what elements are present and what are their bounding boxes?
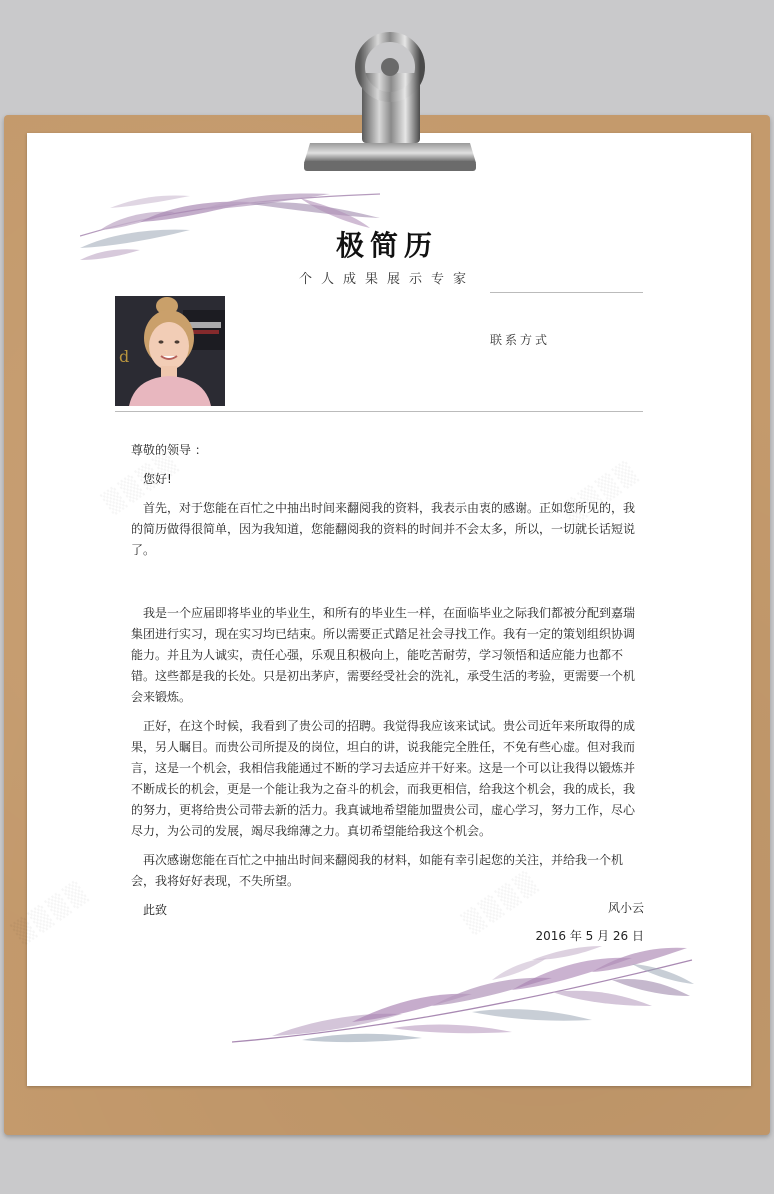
contact-heading: 联系方式 [490, 333, 551, 347]
letter-hello: 您好! [143, 472, 172, 486]
letter-closing: 此致 [143, 903, 168, 917]
resume-subtitle: 个人成果展示专家 [298, 272, 475, 287]
divider [490, 292, 643, 293]
svg-text:d: d [119, 347, 130, 366]
letter-paragraph: 我是一个应届即将毕业的毕业生，和所有的毕业生一样，在面临毕业之际我们都被分配到嘉瑞集团进行实习，现在实习均已结束。所以需要正式踏足社会寻找工作。我有一定的策划组织协调能力。并且为人诚实，责任心强，乐观且积极向上，能吃苦耐劳，学习领悟和适应能力也都不错。这些都是我的长处。只是初出茅庐，需要经受社会的洗礼，承受生活的考验，更需要一个机会来锻炼。 [131, 606, 636, 704]
profile-photo [115, 296, 225, 406]
resume-title: 极简历 [335, 229, 438, 262]
letter-date: 2016 年 5 月 26 日 [535, 929, 644, 943]
letter-paragraph: 再次感谢您能在百忙之中抽出时间来翻阅我的材料，如能有幸引起您的关注，并给我一个机会，我将好好表现，不失所望。 [131, 853, 624, 888]
binder-clip-icon [300, 25, 480, 175]
leaf-decoration-bottom [232, 940, 697, 1050]
divider [115, 411, 643, 412]
cover-letter [131, 440, 646, 921]
letter-salutation: 尊敬的领导 ： [131, 443, 207, 457]
letter-paragraph: 正好，在这个时候，我看到了贵公司的招聘。我觉得我应该来试试。贵公司近年来所取得的成果，另人瞩目。而贵公司所提及的岗位，坦白的讲，说我能完全胜任，不免有些心虚。但对我而言，这是一个机会，我相信我能通过不断的学习去适应并干好来。这是一个可以让我得以锻炼并不断成长的机会，更是一个能让我为之奋斗的机会，而我更相信，给我这个机会，我的成长，我的努力，更将给贵公司带去新的活力。我真诚地希望能加盟贵公司，虚心学习，努力工作，尽心尽力，为公司的发展，竭尽我绵薄之力。真切希望能给我这个机会。 [131, 719, 636, 838]
letter-paragraph: 首先，对于您能在百忙之中抽出时间来翻阅我的资料，我表示由衷的感谢。正如您所见的，我的简历做得很简单，因为我知道，您能翻阅我的资料的时间并不会太多，所以，一切就长话短说了。 [131, 501, 636, 557]
letter-signature: 风小云 [607, 901, 644, 915]
